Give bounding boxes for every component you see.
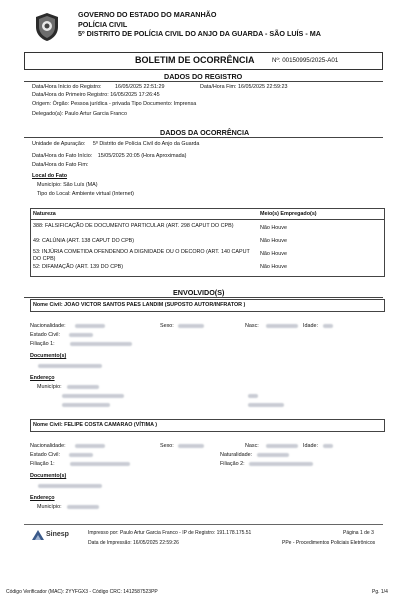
unidade-label: Unidade de Apuração: (32, 141, 86, 147)
fato-inicio-label: Data/Hora do Fato Início: (32, 153, 93, 159)
redacted-value (249, 462, 313, 466)
redacted-value (62, 403, 110, 407)
protocol-value: 00150995/2025-A01 (282, 57, 339, 64)
local-municipio-value: São Luís (MA) (63, 182, 98, 188)
ocorrencia-unidade (32, 141, 199, 148)
p2-filiacao-2-label: Filiação 2: (220, 461, 245, 467)
p2-nasc (245, 443, 298, 450)
footer-impresso: Impresso por: Paulo Artur Garcia Franco - IP de Registro: 191.178.175.51 (88, 530, 252, 536)
redacted-value (69, 453, 93, 457)
header-line-2: POLÍCIA CIVIL (78, 19, 128, 29)
table-row: 388: FALSIFICAÇÃO DE DOCUMENTO PARTICULAR (ART. 298 CAPUT DO CPB) (33, 223, 234, 229)
footer-pg: Pg. 1/4 (372, 589, 388, 595)
footer-divider (24, 524, 383, 525)
registro-primeiro-label: Data/Hora do Primeiro Registro: (32, 92, 109, 98)
redacted-value (323, 444, 333, 448)
registro-origem: Origem: Órgão: Pessoa jurídica - privada Tipo Documento: Imprensa (32, 101, 197, 107)
redacted-value (38, 364, 102, 368)
p2-nacionalidade-label: Nacionalidade: (30, 443, 66, 449)
redacted-value (70, 342, 132, 346)
unidade-value: 5º Distrito de Polícia Civil do Anjo da Guarda (92, 141, 200, 147)
footer-pagina: Página 1 de 3 (343, 530, 374, 536)
table-row: 49: CALÚNIA (ART. 138 CAPUT DO CPB) (33, 238, 135, 244)
redacted-value (75, 444, 105, 448)
section-divider (24, 81, 383, 82)
p1-endereco-title: Endereço (30, 375, 55, 381)
p1-logradouro (62, 393, 124, 400)
registro-primeiro (32, 92, 160, 99)
registro-fim-label: Data/Hora Fim: (200, 84, 237, 90)
p2-filiacao-2 (220, 461, 313, 468)
header-institution (78, 10, 321, 39)
redacted-value (67, 385, 99, 389)
p2-nasc-label: Nasc: (245, 443, 259, 449)
registro-fim (200, 84, 288, 91)
header-line-3: 5º DISTRITO DE POLÍCIA CIVIL DO ANJO DA GUARDA - SÃO LUÍS - MA (78, 29, 321, 39)
table-row-meio: Não Houve (260, 264, 287, 270)
p1-nasc (245, 323, 298, 330)
p1-filiacao-1-label: Filiação 1: (30, 341, 55, 347)
redacted-value (178, 324, 204, 328)
redacted-value (62, 394, 124, 398)
p2-documento-cpf (38, 483, 102, 490)
registro-fim-value: 16/05/2025 22:59:23 (238, 84, 288, 90)
fato-fim-label: Data/Hora do Fato Fim: (32, 162, 89, 168)
p2-filiacao-1-label: Filiação 1: (30, 461, 55, 467)
table-header-divider (30, 219, 384, 220)
redacted-value (266, 324, 298, 328)
redacted-value (323, 324, 333, 328)
redacted-value (248, 403, 284, 407)
section-divider (24, 297, 383, 298)
sinesp-text: Sinesp (46, 531, 69, 538)
p1-municipio (37, 384, 99, 391)
p1-filiacao-1 (30, 341, 132, 348)
redacted-value (248, 394, 258, 398)
redacted-value (70, 462, 130, 466)
redacted-value (75, 324, 105, 328)
p2-sexo-label: Sexo: (160, 443, 174, 449)
p2-sexo (160, 443, 204, 450)
redacted-value (178, 444, 204, 448)
p1-sexo-label: Sexo: (160, 323, 174, 329)
p1-cep (248, 402, 284, 409)
p1-sexo (160, 323, 204, 330)
p1-nasc-label: Nasc: (245, 323, 259, 329)
p1-estado-civil-label: Estado Civil: (30, 332, 60, 338)
registro-inicio-value: 16/05/2025 22:51:29 (115, 84, 165, 90)
envolvido-2-nome: Nome Civil: FELIPE COSTA CAMARAO (VÍTIMA ) (33, 422, 158, 428)
p2-naturalidade-label: Naturalidade: (220, 452, 253, 458)
p1-municipio-label: Município: (37, 384, 62, 390)
p1-idade-label: Idade: (303, 323, 318, 329)
footer-data-impressao: Data de Impressão: 16/05/2025 22:59:26 (88, 540, 179, 546)
redacted-value (67, 505, 99, 509)
registro-inicio (32, 84, 164, 91)
meio-col-header: Meio(s) Empregado(s) (260, 211, 317, 217)
local-tipo (37, 191, 134, 198)
protocol-label: Nº: (272, 57, 281, 64)
p2-filiacao-1 (30, 461, 130, 468)
footer-ppe: PPe - Procedimentos Policiais Eletrônicos (282, 540, 376, 546)
p1-nacionalidade-label: Nacionalidade: (30, 323, 66, 329)
envolvido-1-nome: Nome Civil: JOAO VICTOR SANTOS PAES LANDIM (SUPOSTO AUTOR/INFRATOR ) (33, 302, 246, 308)
table-row-meio: Não Houve (260, 238, 287, 244)
redacted-value (69, 333, 93, 337)
section-title-registro: DADOS DO REGISTRO (164, 72, 243, 81)
local-municipio-label: Município: (37, 182, 62, 188)
local-municipio (37, 182, 98, 189)
section-title-envolvidos: ENVOLVIDO(S) (173, 288, 225, 297)
registro-inicio-label: Data/Hora Início do Registro: (32, 84, 102, 90)
p2-endereco-title: Endereço (30, 495, 55, 501)
footer-verificador: Código Verificador (MAC): 2YYFGX3 - Código CRC: 1412587523PP (6, 589, 158, 595)
table-row-meio: Não Houve (260, 251, 287, 257)
p2-documentos-title: Documento(s) (30, 473, 67, 479)
p1-estado-civil (30, 332, 93, 339)
p2-nacionalidade (30, 443, 105, 450)
fato-inicio (32, 153, 186, 160)
table-row: 52: DIFAMAÇÃO (ART. 139 DO CPB) (33, 264, 124, 270)
section-divider (24, 137, 383, 138)
police-shield-icon (34, 12, 60, 42)
header-line-1: GOVERNO DO ESTADO DO MARANHÃO (78, 10, 217, 19)
document-title: BOLETIM DE OCORRÊNCIA (135, 55, 255, 65)
registro-delegado: Delegado(a): Paulo Artur Garcia Franco (32, 111, 127, 117)
p2-idade (303, 443, 333, 450)
redacted-value (38, 484, 102, 488)
p2-municipio-label: Município: (37, 504, 62, 510)
p2-idade-label: Idade: (303, 443, 318, 449)
table-row-meio: Não Houve (260, 225, 287, 231)
p1-nacionalidade (30, 323, 105, 330)
p2-estado-civil-label: Estado Civil: (30, 452, 60, 458)
redacted-value (266, 444, 298, 448)
registro-primeiro-value: 16/05/2025 17:26:45 (110, 92, 160, 98)
natureza-col-header: Natureza (33, 211, 56, 217)
p2-naturalidade (220, 452, 289, 459)
p1-idade (303, 323, 333, 330)
p2-estado-civil (30, 452, 93, 459)
p1-documentos-title: Documento(s) (30, 353, 67, 359)
p2-municipio (37, 504, 99, 511)
tipo-local-label: Tipo do Local: (37, 191, 71, 197)
redacted-value (257, 453, 289, 457)
protocol-number (272, 57, 338, 65)
fato-inicio-value: 15/05/2025 20:05 (Hora Aproximada) (97, 153, 187, 159)
sinesp-logo (30, 528, 76, 544)
table-row: 53: INJÚRIA COMETIDA OFENDENDO A DIGNIDADE OU O DECORO (ART. 140 CAPUT DO CPB) (33, 249, 250, 262)
p1-numero (248, 393, 258, 400)
p1-bairro (62, 402, 110, 409)
tipo-local-value: Ambiente virtual (Internet) (71, 191, 134, 197)
local-do-fato-title: Local do Fato (32, 173, 68, 179)
section-title-ocorrencia: DADOS DA OCORRÊNCIA (160, 128, 250, 137)
p1-documento-cpf (38, 363, 102, 370)
